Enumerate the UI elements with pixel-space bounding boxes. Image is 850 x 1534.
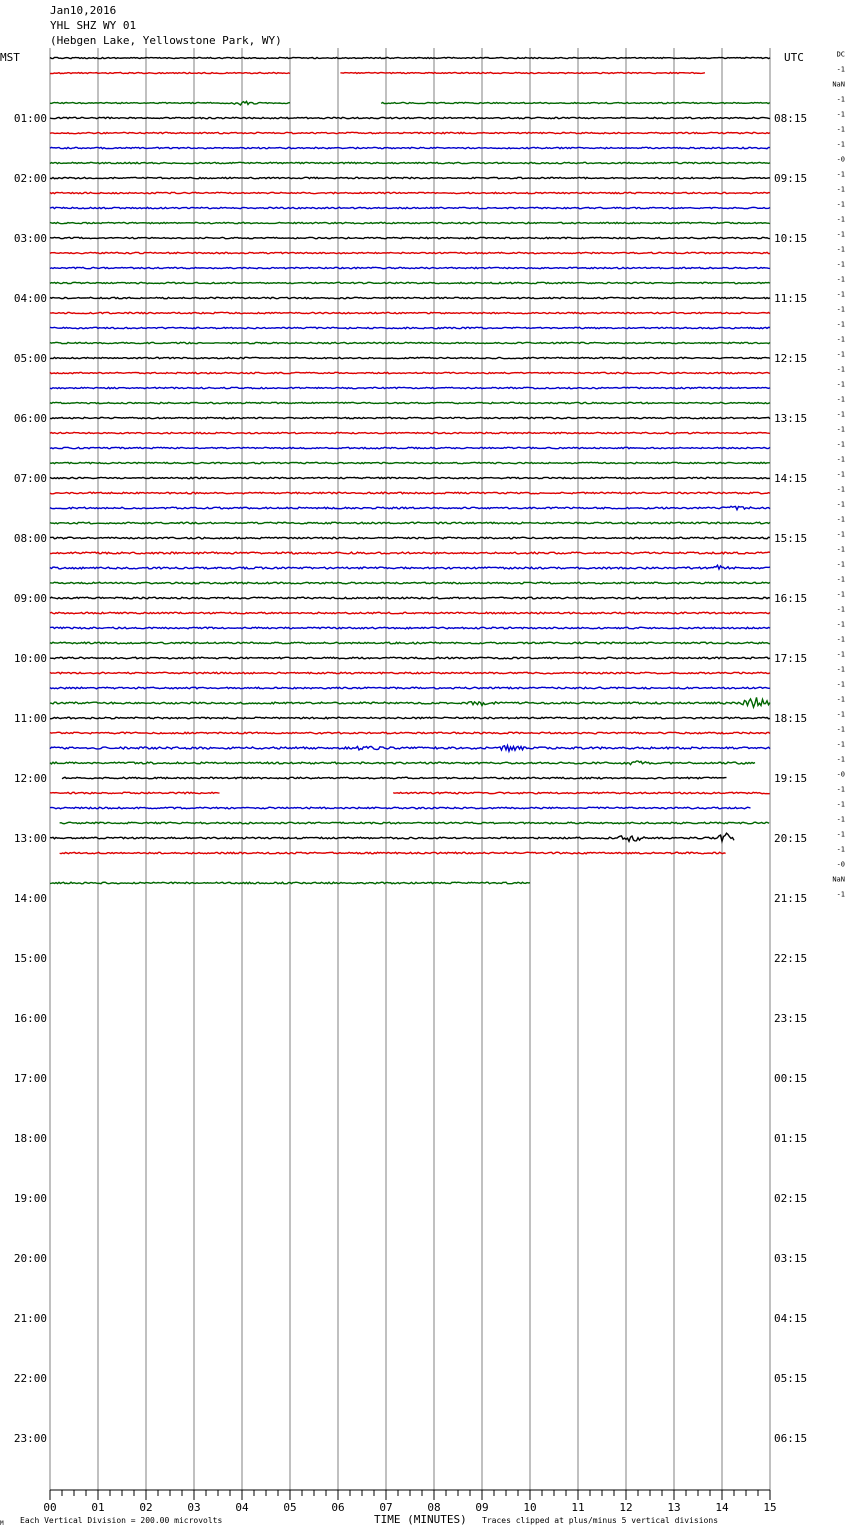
x-tick-label: 12: [619, 1501, 633, 1514]
trace-annotation: -1: [836, 110, 845, 119]
trace-annotation: -0: [836, 770, 845, 779]
trace-annotation: -1: [836, 515, 845, 524]
trace-annotation: -1: [836, 485, 845, 494]
trace-line: [50, 627, 770, 629]
utc-hour-label: 08:15: [774, 112, 808, 125]
mst-hour-label: 17:00: [13, 1072, 47, 1085]
scale-note: Each Vertical Division = 200.00 microvolts: [20, 1516, 223, 1525]
x-axis-title: TIME (MINUTES): [374, 1513, 467, 1526]
header-date: Jan10,2016: [50, 4, 117, 17]
grid-lines: [50, 48, 770, 1500]
mst-hour-label: 02:00: [13, 172, 47, 185]
trace-annotation: -1: [836, 215, 845, 224]
trace-line: [50, 417, 770, 418]
utc-hour-label: 20:15: [774, 832, 808, 845]
trace-annotation: -1: [836, 470, 845, 479]
trace-line: [50, 761, 755, 765]
trace-line: [50, 717, 770, 719]
trace-annotation: -1: [836, 845, 845, 854]
trace-annotation: -1: [836, 650, 845, 659]
trace-annotation: -0: [836, 155, 845, 164]
utc-hour-label: 02:15: [774, 1192, 808, 1205]
mst-hour-label: 21:00: [13, 1312, 47, 1325]
trace-line: [50, 192, 770, 193]
trace-line: [50, 597, 770, 599]
seismic-traces: [50, 57, 770, 883]
mst-hour-label: 14:00: [13, 892, 47, 905]
trace-line: [50, 342, 770, 343]
trace-line: [50, 582, 770, 584]
trace-annotation: -1: [836, 680, 845, 689]
trace-annotation: -1: [836, 635, 845, 644]
utc-hour-label: 21:15: [774, 892, 808, 905]
x-tick-label: 02: [139, 1501, 153, 1514]
trace-annotation: -1: [836, 380, 845, 389]
trace-line: [50, 432, 770, 433]
x-tick-label: 05: [283, 1501, 297, 1514]
trace-line: [50, 565, 770, 569]
x-tick-label: 06: [331, 1501, 345, 1514]
utc-hour-label: 17:15: [774, 652, 808, 665]
utc-hour-label: 13:15: [774, 412, 808, 425]
header-station: YHL SHZ WY 01: [50, 19, 137, 32]
trace-line: [60, 852, 726, 854]
utc-hour-label: 03:15: [774, 1252, 808, 1265]
x-tick-label: 07: [379, 1501, 393, 1514]
trace-line: [50, 387, 770, 388]
trace-annotation: -1: [836, 260, 845, 269]
trace-line: [50, 252, 770, 253]
trace-line: [50, 833, 734, 841]
trace-annotation: -1: [836, 170, 845, 179]
mst-hour-label: 13:00: [13, 832, 47, 845]
trace-line: [50, 687, 770, 689]
trace-line: [50, 402, 770, 403]
trace-line: [50, 327, 770, 328]
x-tick-label: 14: [715, 1501, 729, 1514]
mst-hour-label: 07:00: [13, 472, 47, 485]
utc-hour-label: 05:15: [774, 1372, 808, 1385]
x-tick-label: 04: [235, 1501, 249, 1514]
mst-hour-label: 23:00: [13, 1432, 47, 1445]
trace-line: [50, 222, 770, 223]
trace-annotation: -1: [836, 290, 845, 299]
x-tick-label: 00: [43, 1501, 57, 1514]
utc-hour-label: 22:15: [774, 952, 808, 965]
x-tick-label: 13: [667, 1501, 681, 1514]
trace-annotation: -1: [836, 890, 845, 899]
trace-annotation: -1: [836, 740, 845, 749]
trace-line: [50, 207, 770, 208]
trace-annotation: -1: [836, 65, 845, 74]
trace-annotation: -1: [836, 140, 845, 149]
trace-annotation: -1: [836, 395, 845, 404]
trace-line: [50, 642, 770, 644]
trace-line: [60, 822, 770, 824]
trace-line: [50, 162, 770, 163]
trace-line: [50, 72, 290, 73]
mst-hour-label: 20:00: [13, 1252, 47, 1265]
trace-annotation: -1: [836, 725, 845, 734]
mst-hour-label: 01:00: [13, 112, 47, 125]
trace-annotation: -1: [836, 545, 845, 554]
trace-line: [50, 267, 770, 268]
trace-line: [50, 372, 770, 373]
utc-hour-label: 23:15: [774, 1012, 808, 1025]
trace-annotation: -1: [836, 425, 845, 434]
mst-hour-label: 18:00: [13, 1132, 47, 1145]
trace-annotation: -1: [836, 755, 845, 764]
trace-line: [381, 102, 770, 103]
mst-hour-label: 03:00: [13, 232, 47, 245]
mst-hour-label: 10:00: [13, 652, 47, 665]
mst-hour-label: 09:00: [13, 592, 47, 605]
trace-annotation: -1: [836, 125, 845, 134]
trace-line: [50, 237, 770, 238]
trace-annotation: -1: [836, 710, 845, 719]
trace-annotation: -1: [836, 830, 845, 839]
utc-hour-label: 09:15: [774, 172, 808, 185]
trace-annotation: -1: [836, 245, 845, 254]
mst-hour-label: 12:00: [13, 772, 47, 785]
trace-annotation: -1: [836, 350, 845, 359]
trace-line: [50, 522, 770, 524]
trace-annotation: -1: [836, 320, 845, 329]
mst-hour-label: 06:00: [13, 412, 47, 425]
trace-annotation: -1: [836, 785, 845, 794]
trace-line: [50, 282, 770, 283]
trace-annotation: -1: [836, 230, 845, 239]
mst-hour-label: 04:00: [13, 292, 47, 305]
x-tick-label: 15: [763, 1501, 777, 1514]
utc-axis-label: UTC: [784, 51, 804, 64]
trace-line: [50, 657, 770, 659]
mst-hour-label: 08:00: [13, 532, 47, 545]
utc-hour-label: 18:15: [774, 712, 808, 725]
trace-line: [50, 57, 770, 58]
utc-hour-label: 14:15: [774, 472, 808, 485]
trace-line: [50, 807, 751, 809]
trace-annotation: -1: [836, 800, 845, 809]
trace-line: [50, 732, 770, 734]
trace-annotation: NaN: [832, 80, 845, 89]
trace-line: [50, 357, 770, 358]
trace-line: [50, 101, 290, 105]
x-tick-label: 11: [571, 1501, 585, 1514]
trace-annotation: -1: [836, 200, 845, 209]
trace-annotation: -1: [836, 275, 845, 284]
trace-line: [393, 792, 770, 794]
trace-line: [50, 745, 770, 751]
mst-axis-label: MST: [0, 51, 20, 64]
trace-line: [50, 506, 770, 509]
trace-line: [50, 177, 770, 178]
axis-labels: [14, 51, 845, 1515]
trace-annotation: -1: [836, 815, 845, 824]
utc-hour-label: 00:15: [774, 1072, 808, 1085]
trace-line: [50, 462, 770, 463]
trace-line: [50, 117, 770, 118]
trace-annotation: -1: [836, 605, 845, 614]
trace-annotation: -1: [836, 530, 845, 539]
trace-annotation: -1: [836, 95, 845, 104]
utc-hour-label: 16:15: [774, 592, 808, 605]
trace-annotation: NaN: [832, 875, 845, 884]
trace-annotation: -0: [836, 860, 845, 869]
x-tick-label: 09: [475, 1501, 489, 1514]
trace-annotation: -1: [836, 455, 845, 464]
trace-annotation: -1: [836, 365, 845, 374]
trace-annotation: -1: [836, 335, 845, 344]
utc-hour-label: 06:15: [774, 1432, 808, 1445]
mst-hour-label: 19:00: [13, 1192, 47, 1205]
utc-hour-label: 11:15: [774, 292, 808, 305]
trace-line: [50, 477, 770, 478]
corner-mark: M: [0, 1520, 4, 1527]
mst-hour-label: 05:00: [13, 352, 47, 365]
utc-hour-label: 15:15: [774, 532, 808, 545]
trace-line: [50, 552, 770, 554]
trace-annotation: -1: [836, 575, 845, 584]
trace-line: [50, 537, 770, 539]
trace-annotation: -1: [836, 440, 845, 449]
trace-line: [50, 132, 770, 133]
trace-line: [50, 672, 770, 674]
mst-hour-label: 22:00: [13, 1372, 47, 1385]
utc-hour-label: 10:15: [774, 232, 808, 245]
trace-annotation: -1: [836, 500, 845, 509]
trace-annotation: -1: [836, 590, 845, 599]
trace-line: [50, 697, 770, 707]
x-tick-label: 10: [523, 1501, 537, 1514]
trace-line: [50, 492, 770, 494]
clip-note: Traces clipped at plus/minus 5 vertical divisions: [482, 1516, 719, 1525]
trace-annotation: -1: [836, 185, 845, 194]
utc-hour-label: 01:15: [774, 1132, 808, 1145]
x-tick-label: 08: [427, 1501, 441, 1514]
utc-hour-label: 19:15: [774, 772, 808, 785]
trace-line: [50, 612, 770, 614]
trace-annotation: -1: [836, 560, 845, 569]
trace-line: [50, 297, 770, 298]
trace-annotation: DC: [836, 50, 845, 59]
trace-line: [340, 72, 705, 73]
trace-line: [62, 777, 727, 779]
trace-annotation: -1: [836, 665, 845, 674]
utc-hour-label: 12:15: [774, 352, 808, 365]
x-tick-label: 01: [91, 1501, 105, 1514]
mst-hour-label: 16:00: [13, 1012, 47, 1025]
mst-hour-label: 15:00: [13, 952, 47, 965]
trace-line: [50, 147, 770, 148]
mst-hour-label: 11:00: [13, 712, 47, 725]
header-location: (Hebgen Lake, Yellowstone Park, WY): [50, 34, 282, 47]
trace-annotation: -1: [836, 305, 845, 314]
trace-line: [50, 312, 770, 313]
utc-hour-label: 04:15: [774, 1312, 808, 1325]
trace-annotation: -1: [836, 410, 845, 419]
x-tick-label: 03: [187, 1501, 201, 1514]
trace-line: [50, 447, 770, 448]
trace-annotation: -1: [836, 620, 845, 629]
trace-annotation: -1: [836, 695, 845, 704]
